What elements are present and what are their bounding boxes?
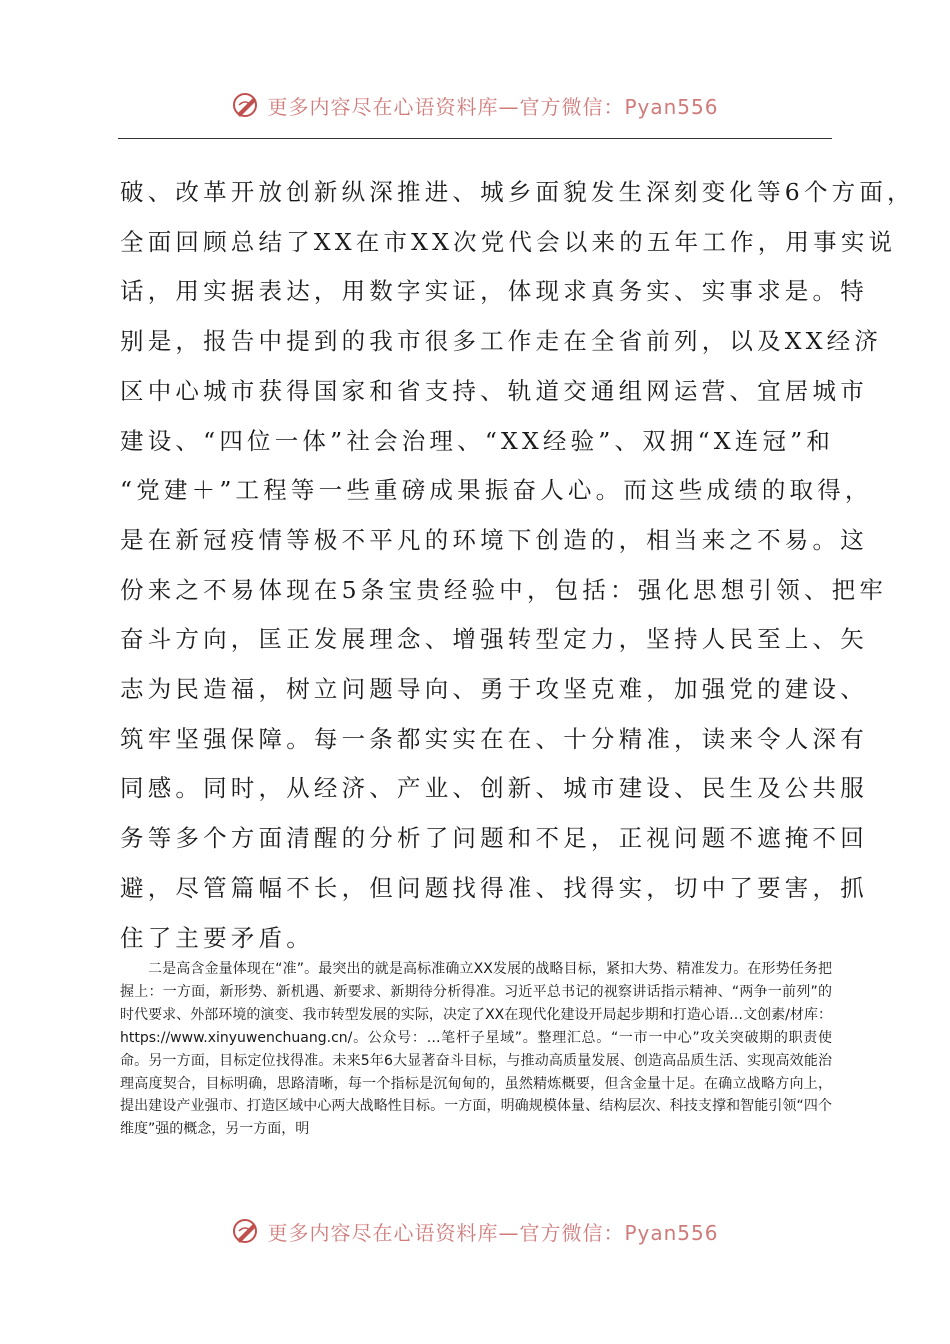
- body-line: 务等多个方面清醒的分析了问题和不足，正视问题不遮掩不回: [120, 824, 868, 853]
- body-line: 建设、“四位一体”社会治理、“XX经验”、双拥“X连冠”和: [120, 426, 835, 455]
- watermark-text: 更多内容尽在心语资料库—官方微信：Pyan556: [267, 1220, 719, 1245]
- header-divider: [118, 138, 832, 139]
- watermark-text: 更多内容尽在心语资料库—官方微信：Pyan556: [267, 94, 719, 119]
- body-line: 全面回顾总结了XX在市XX次党代会以来的五年工作，用事实说: [120, 227, 897, 256]
- body-line: 份来之不易体现在5条宝贵经验中，包括：强化思想引领、把牢: [120, 575, 888, 604]
- body-line: “党建＋”工程等一些重磅成果振奋人心。而这些成绩的取得，: [120, 476, 873, 505]
- body-line: 避，尽管篇幅不长，但问题找得准、找得实，切中了要害，抓: [120, 873, 868, 902]
- body-line: 奋斗方向，匡正发展理念、增强转型定力，坚持人民至上、矢: [120, 625, 868, 654]
- body-line: 破、改革开放创新纵深推进、城乡面貌发生深刻变化等6个方面，: [120, 178, 915, 206]
- body-line: 别是，报告中提到的我市很多工作走在全省前列，以及XX经济: [120, 327, 883, 356]
- body-line: 话，用实据表达，用数字实证，体现求真务实、实事求是。特: [120, 277, 868, 306]
- body-line: 筑牢坚强保障。每一条都实实在在、十分精准，读来令人深有: [120, 724, 868, 753]
- pen-logo-icon: [231, 1216, 261, 1246]
- body-paragraph: [120, 168, 915, 963]
- body-line: 是在新冠疫情等极不平凡的环境下创造的，相当来之不易。这: [120, 525, 868, 554]
- body-line: 同感。同时，从经济、产业、创新、城市建设、民生及公共服: [120, 774, 868, 803]
- body-line: 住了主要矛盾。: [120, 923, 314, 952]
- pen-logo-icon: [231, 90, 261, 120]
- header-watermark: [0, 85, 950, 125]
- body-line: 志为民造福，树立问题导向、勇于攻坚克难，加强党的建设、: [120, 675, 868, 704]
- footer-watermark: [0, 1211, 950, 1251]
- body-line: 区中心城市获得国家和省支持、轨道交通组网运营、宜居城市: [120, 376, 868, 405]
- small-paragraph: 二是高含金量体现在“准”。最突出的就是高标准确立XX发展的战略目标，紧扣大势、精准发力。在形势任务把握上：一方面，新形势、新机遇、新要求、新期待分析得准。习近平总书记的视察讲话指示精神、“两争一前列”的时代要求、外部环境的演变、我市转型发展的实际，决定了XX在现代化建设开局起步期和打造心语…文创素/材库：https://www.xinyuwenchuang.cn/。公众号：…笔杆子星域”。整理汇总。“一市一中心”攻关突破期的职责使命。另一方面，目标定位找得准。未来5年6大显著奋斗目标，与推动高质量发展、创造高品质生活、实现高效能治理高度契合，目标明确，思路清晰，每一个指标是沉甸甸的，虽然精炼概要，但含金量十足。在确立战略方向上，提出建设产业强市、打造区域中心两大战略性目标。一方面，明确规模体量、结构层次、科技支撑和智能引领“四个维度”强的概念，另一方面，明: [120, 961, 832, 1138]
